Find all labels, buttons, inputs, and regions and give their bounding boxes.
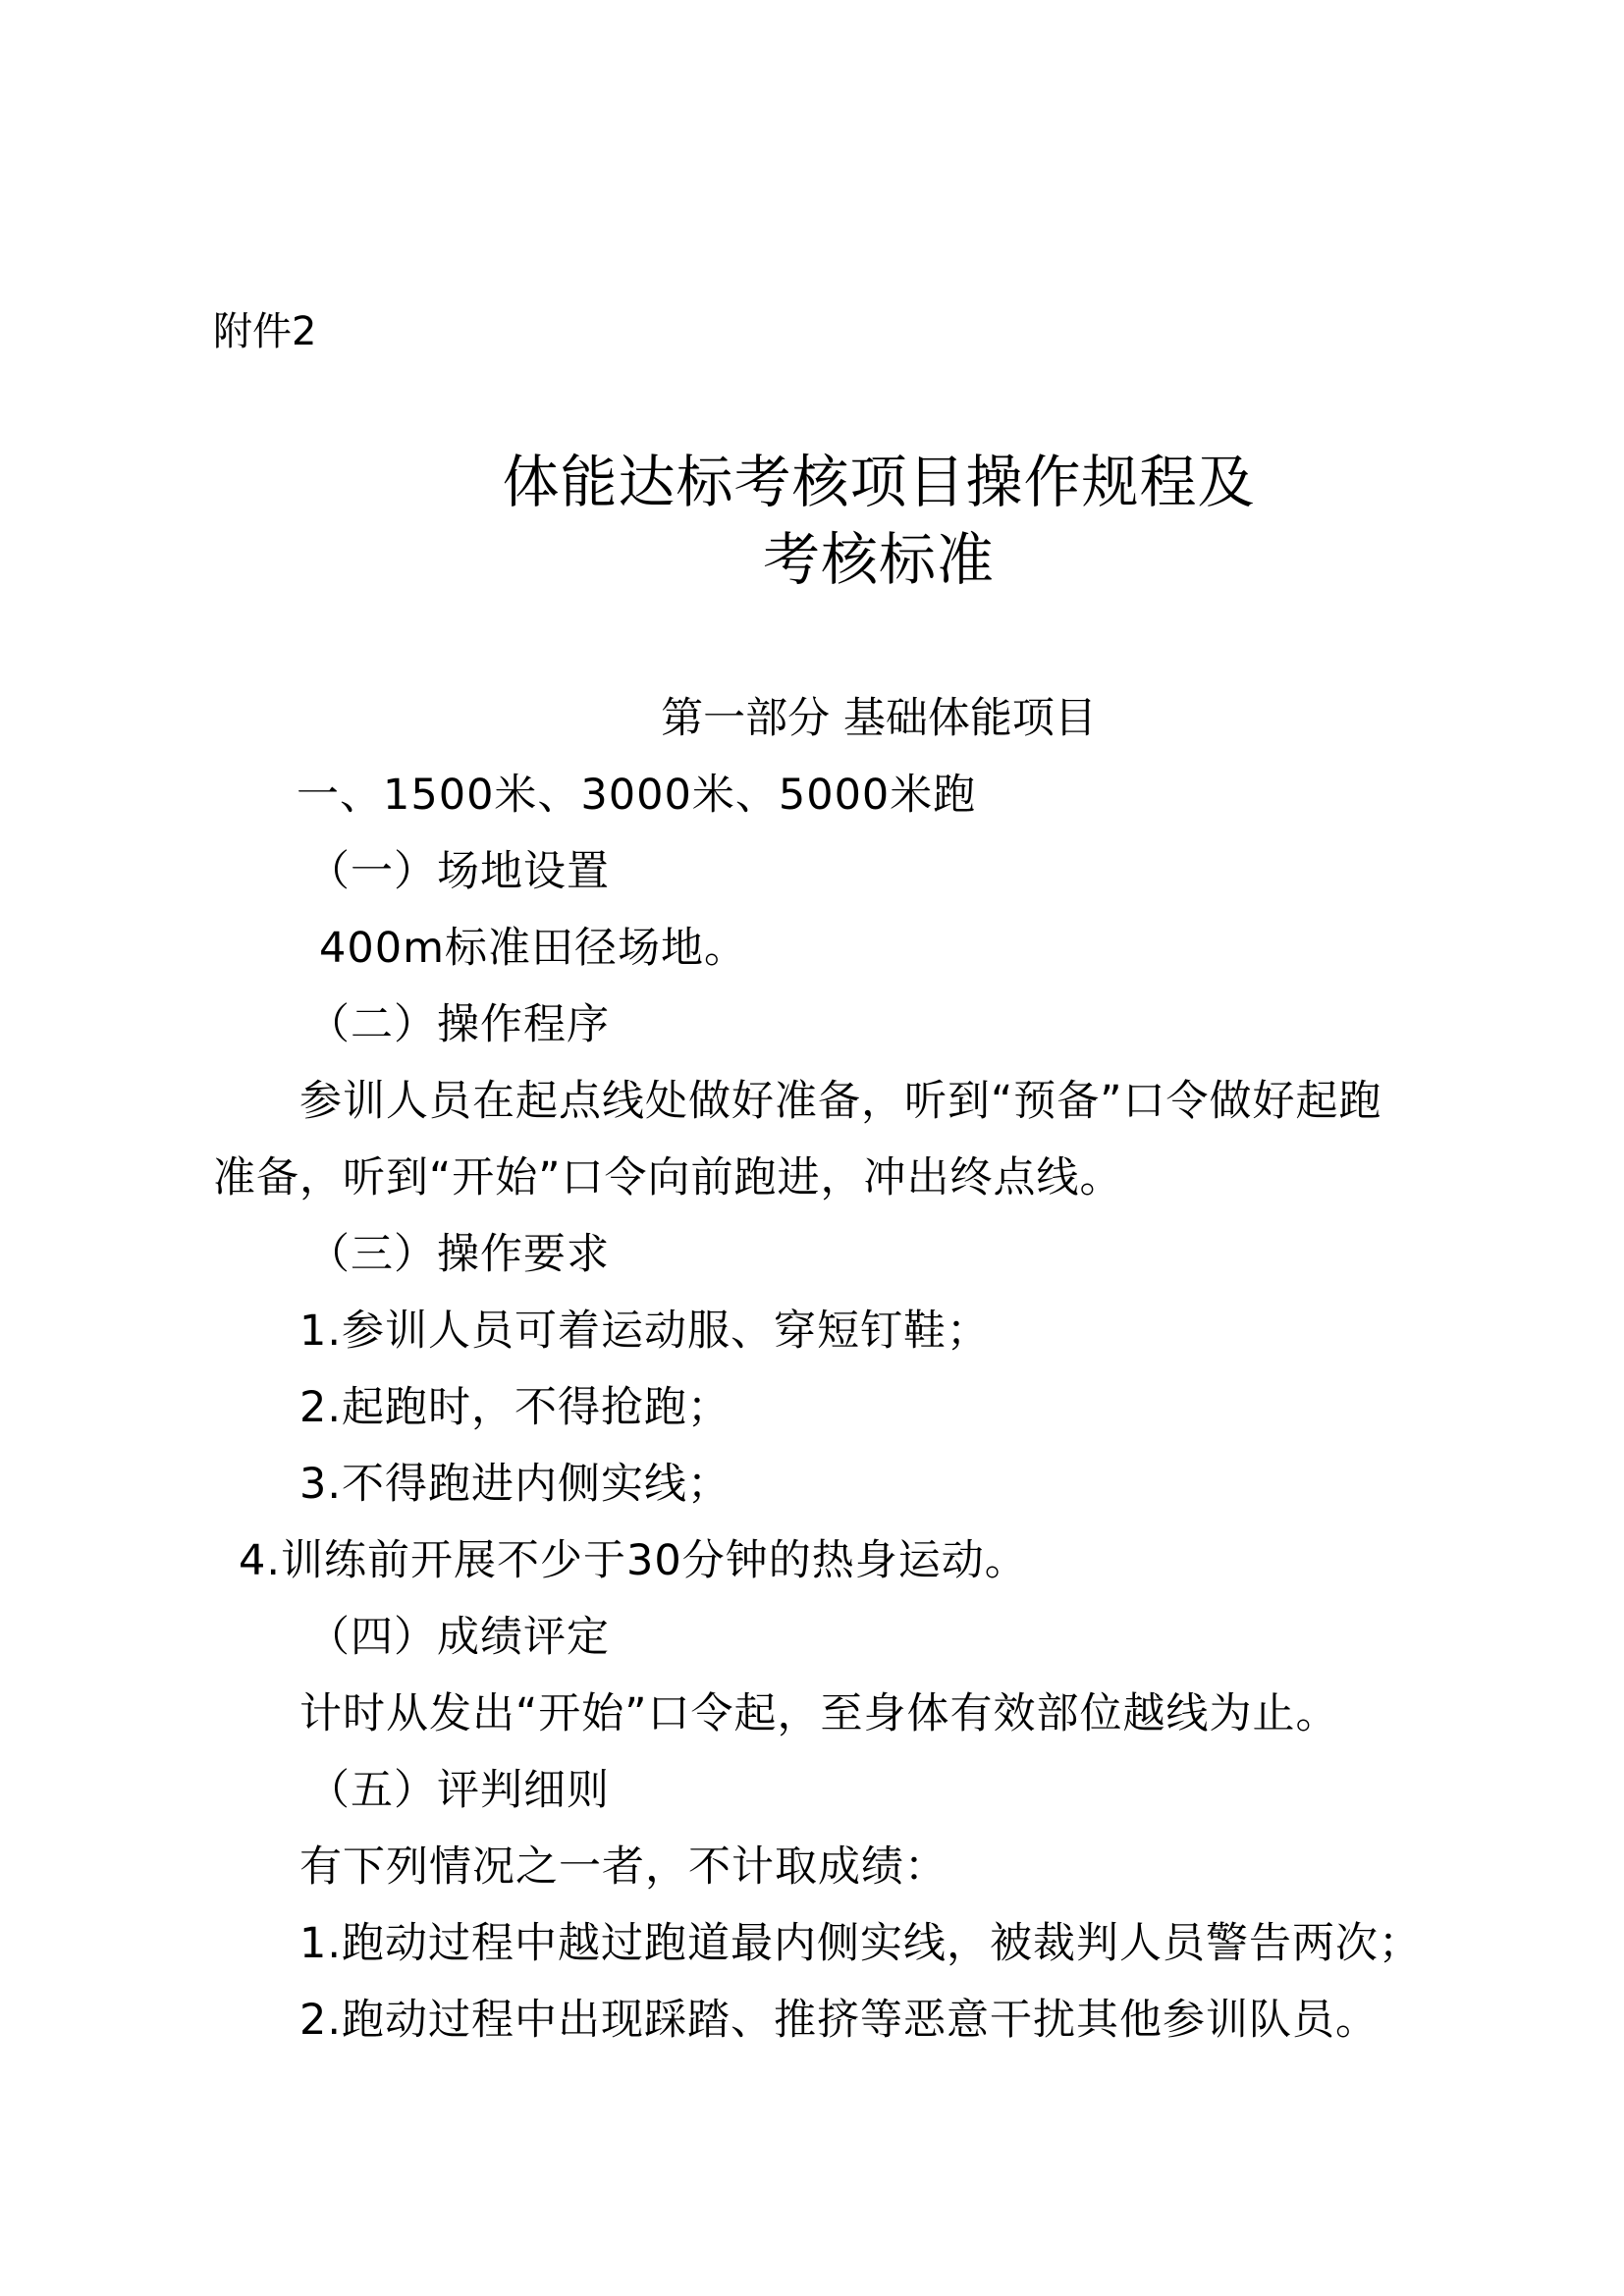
judging-item: 2.跑动过程中出现踩踏、推挤等恶意干扰其他参训队员。 [299,1996,1380,2045]
requirements-heading: （三）操作要求 [307,1230,610,1279]
venue-heading: （一）场地设置 [307,847,610,896]
document-title-line-1: 体能达标考核项目操作规程及 [502,449,1256,515]
procedure-text-line-2: 准备，听到“开始”口令向前跑进，冲出终点线。 [213,1153,1123,1202]
judging-heading: （五）评判细则 [307,1766,610,1815]
venue-text: 400m标准田径场地。 [319,924,747,973]
procedure-text-line-1: 参训人员在起点线处做好准备，听到“预备”口令做好起跑 [299,1077,1382,1126]
judging-item: 1.跑动过程中越过跑道最内侧实线，被裁判人员警告两次； [299,1919,1423,1968]
document-title-line-2: 考核标准 [762,526,995,593]
requirement-item: 1.参训人员可着运动服、穿短钉鞋； [299,1307,991,1356]
scoring-text: 计时从发出“开始”口令起，至身体有效部位越线为止。 [299,1689,1339,1738]
requirement-item: 4.训练前开展不少于30分钟的热身运动。 [239,1536,1028,1585]
requirement-item: 3.不得跑进内侧实线； [299,1460,731,1509]
part-heading: 第一部分 基础体能项目 [661,694,1097,743]
item-heading: 一、1500米、3000米、5000米跑 [297,771,977,820]
attachment-label: 附件2 [213,309,317,354]
procedure-heading: （二）操作程序 [307,1000,610,1049]
judging-intro: 有下列情况之一者，不计取成绩： [299,1842,947,1892]
scoring-heading: （四）成绩评定 [307,1613,610,1662]
requirement-item: 2.起跑时，不得抢跑； [299,1383,731,1432]
